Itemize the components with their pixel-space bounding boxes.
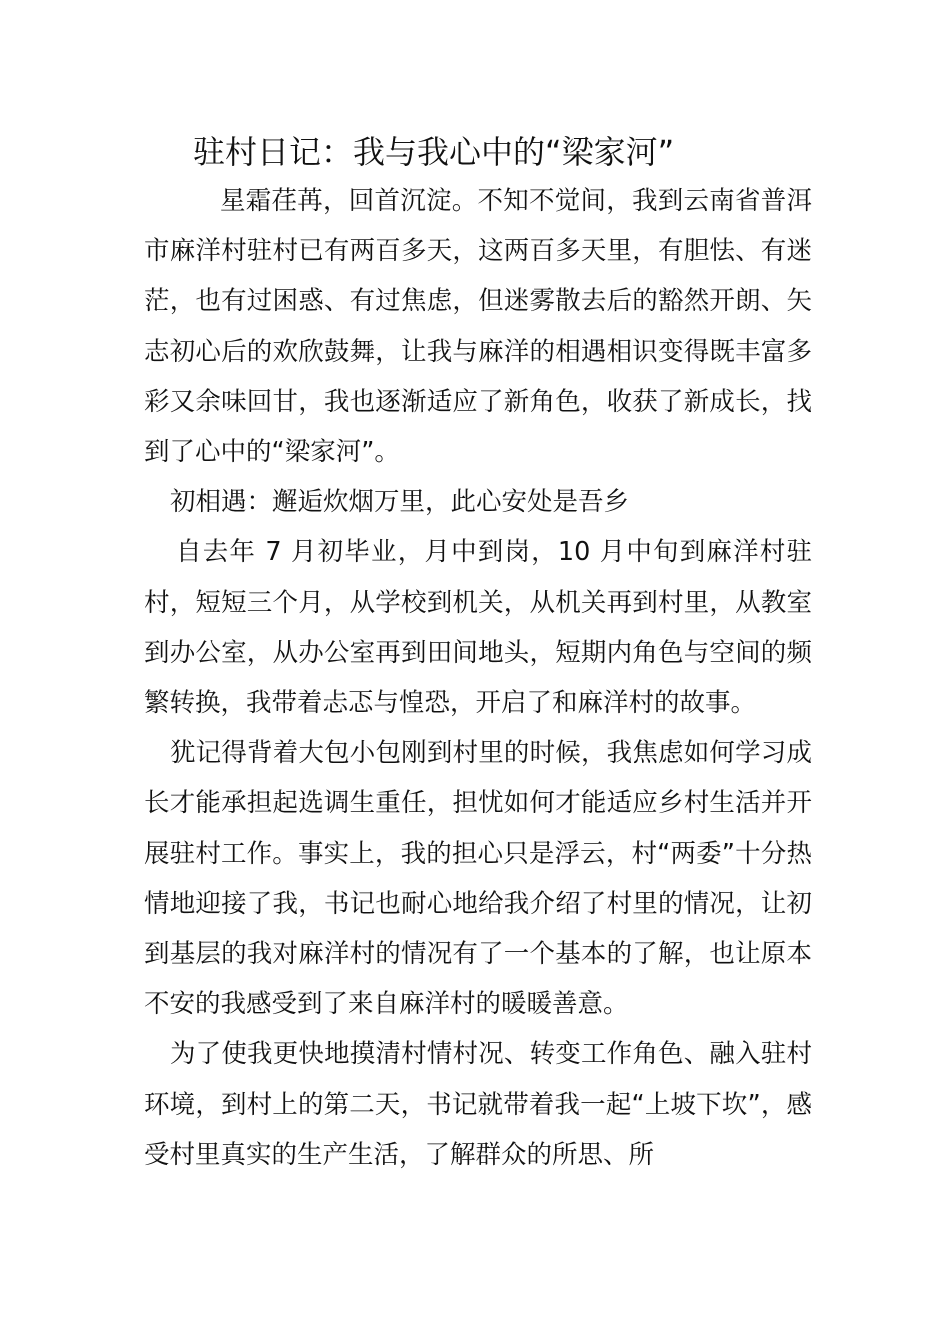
paragraph-intro: 星霜荏苒，回首沉淀。不知不觉间，我到云南省普洱市麻洋村驻村已有两百多天，这两百多天里，有胆怯、有迷茫，也有过困惑、有过焦虑，但迷雾散去后的豁然开朗、矢志初心后的欢欣鼓舞，让我与麻洋的相遇相识变得既丰富多彩又余味回甘，我也逐渐适应了新角色，收获了新成长，找到了心中的“梁家河”。 — [144, 186, 812, 468]
document-body — [144, 176, 812, 1180]
document-title: 驻村日记：我与我心中的“梁家河” — [193, 133, 675, 171]
paragraph-first-days: 犹记得背着大包小包刚到村里的时候，我焦虑如何学习成长才能承担起选调生重任，担忧如何才能适应乡村生活并开展驻村工作。事实上，我的担心只是浮云，村“两委”十分热情地迎接了我，书记也耐心地给我介绍了村里的情况，让初到基层的我对麻洋村的情况有了一个基本的了解，也让原本不安的我感受到了来自麻洋村的暖暖善意。 — [144, 738, 812, 1020]
paragraph-field-visit: 为了使我更快地摸清村情村况、转变工作角色、融入驻村环境，到村上的第二天，书记就带着我一起“上坡下坎”，感受村里真实的生产生活，了解群众的所思、所 — [144, 1039, 812, 1170]
paragraph-arrival: 自去年 7 月初毕业，月中到岗，10 月中旬到麻洋村驻村，短短三个月，从学校到机关，从机关再到村里，从教室到办公室，从办公室再到田间地头，短期内角色与空间的频繁转换，我带着忐忑与惶恐，开启了和麻洋村的故事。 — [144, 537, 812, 719]
section-heading: 初相遇：邂逅炊烟万里，此心安处是吾乡 — [170, 487, 630, 518]
